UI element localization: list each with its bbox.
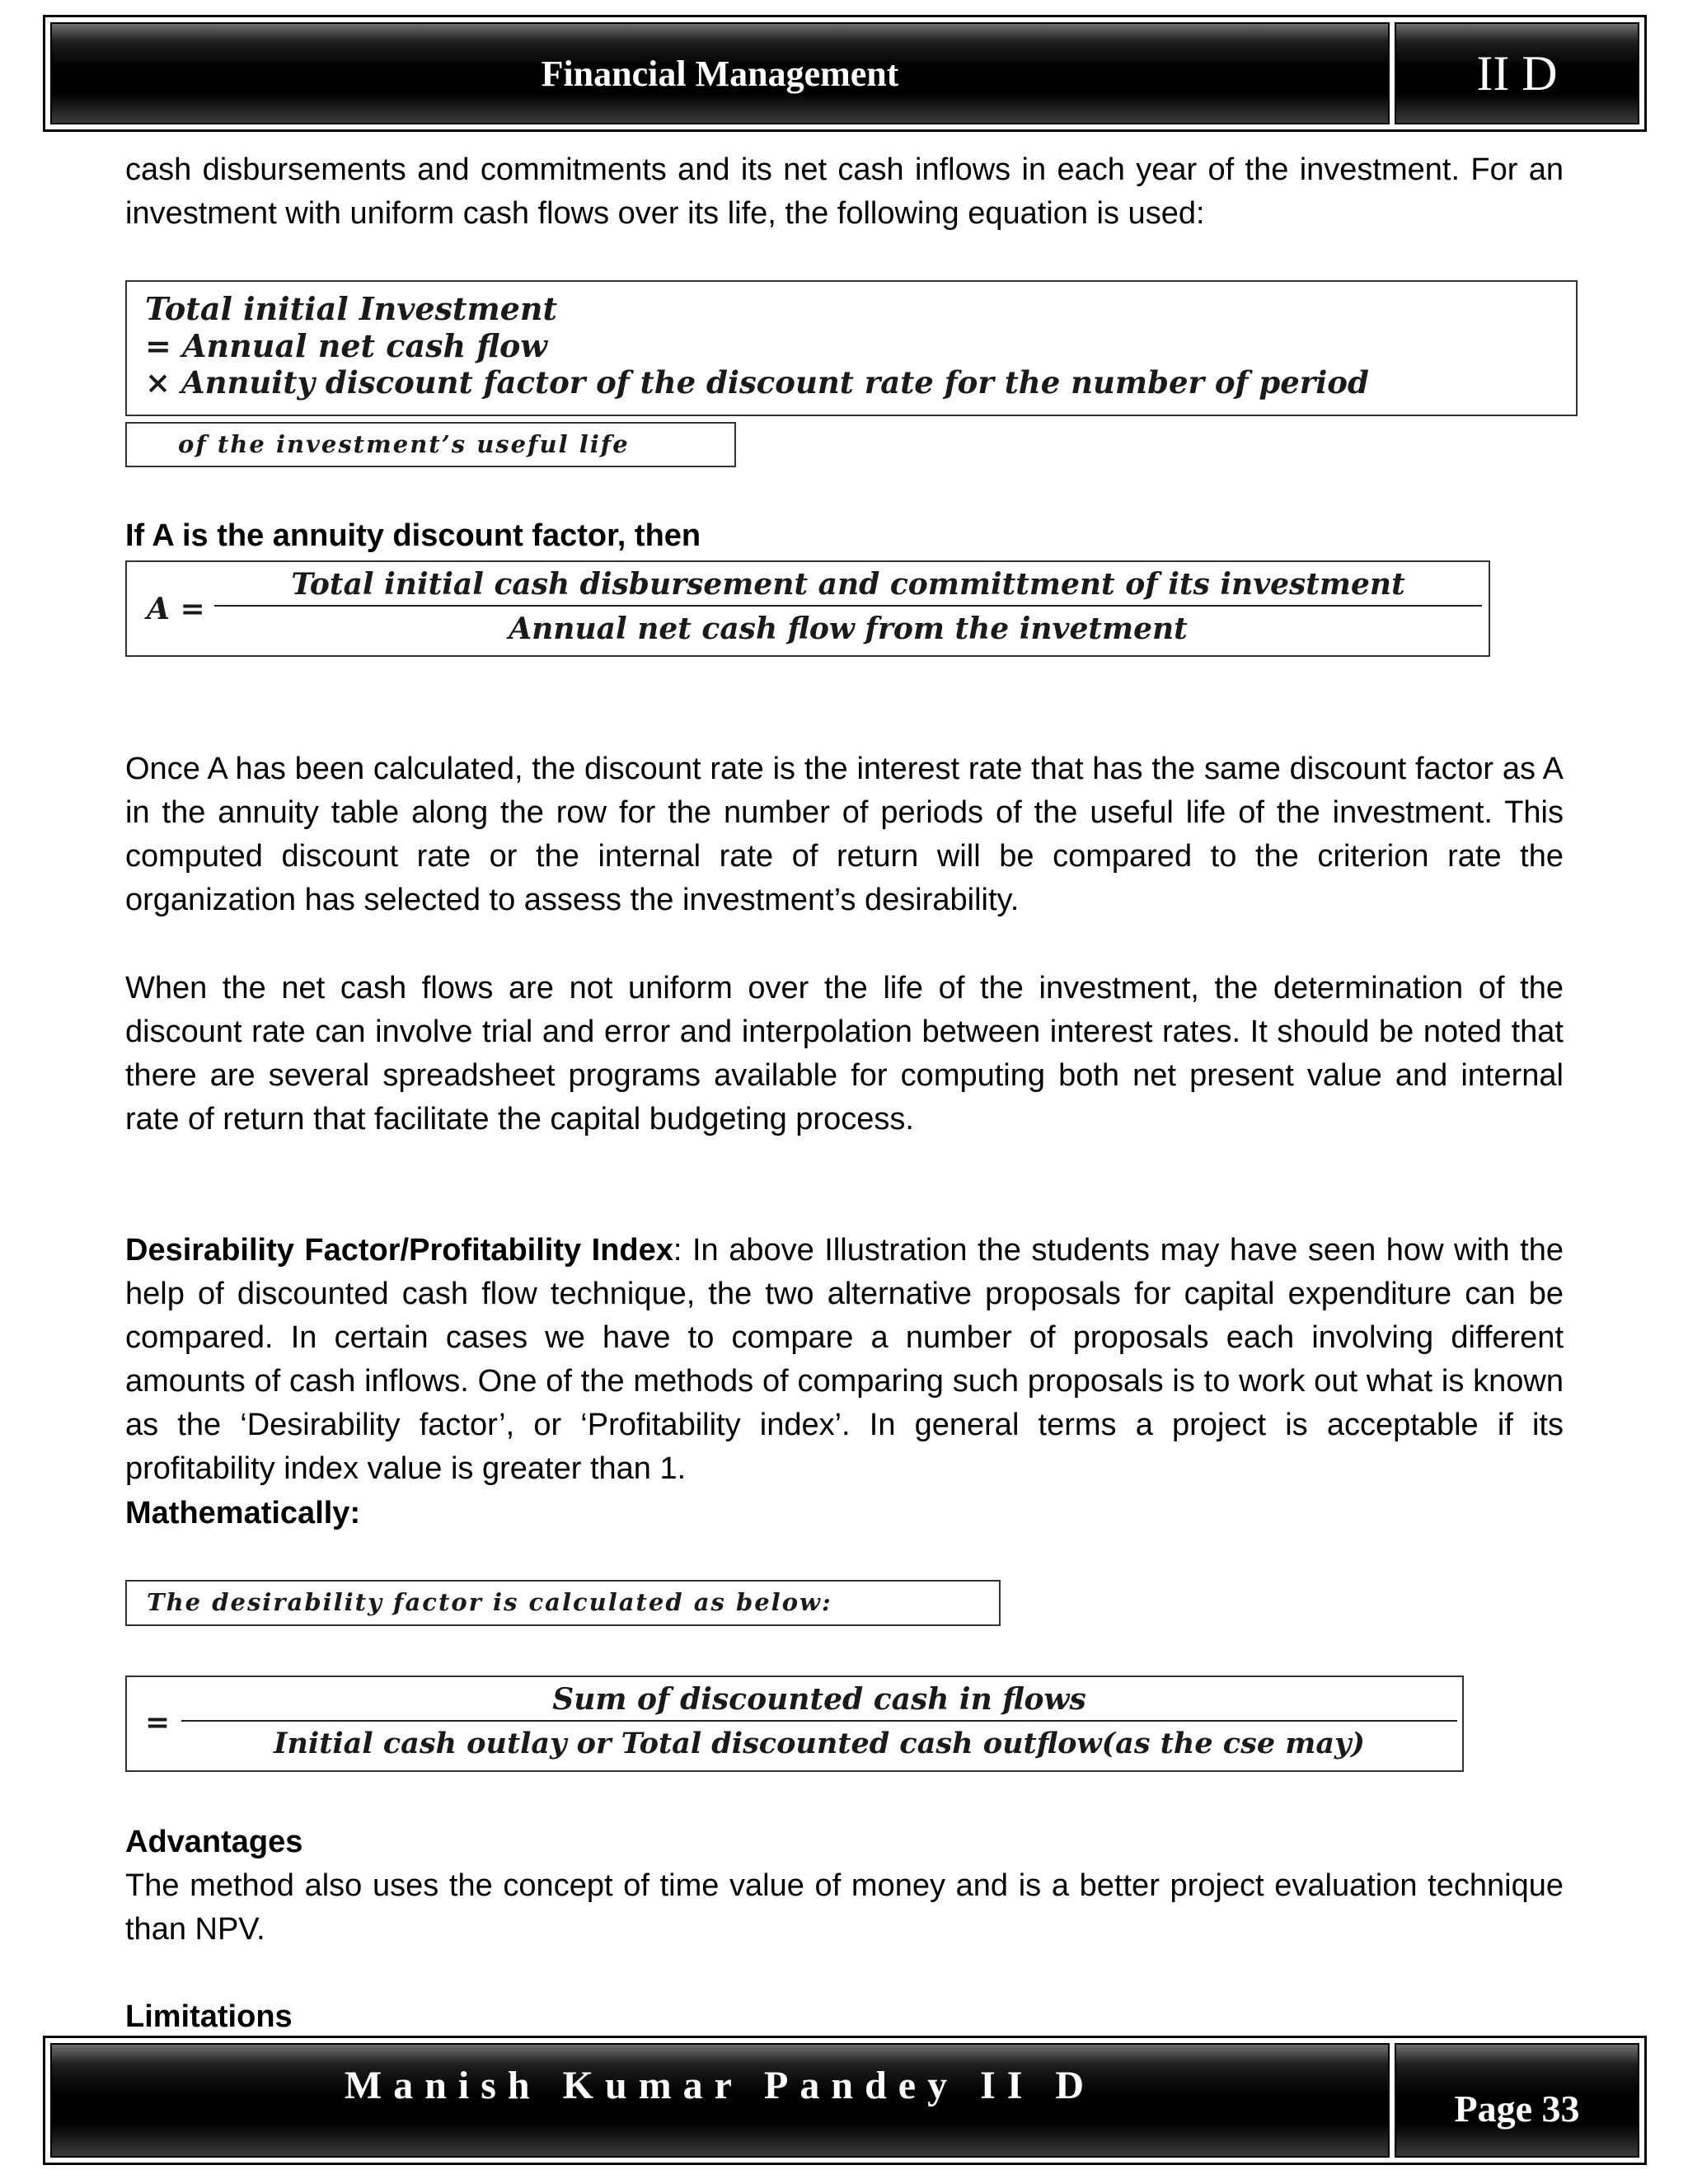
limitations-heading: Limitations	[125, 1999, 293, 2034]
footer-author: Manish Kumar Pandey II D	[344, 2064, 1096, 2107]
intro-paragraph: cash disbursements and commitments and its net cash inflows in each year of the investment. For an investment with uniform cash flows over its life, the following equation is used:	[125, 152, 1564, 231]
page-header	[43, 15, 1647, 132]
page-footer	[43, 2036, 1647, 2165]
formula2-numerator: Total initial cash disbursement and committment of its investment	[214, 567, 1482, 607]
formula3-fraction	[185, 1682, 1454, 1760]
formula1-line3: × Annuity discount factor of the discount rate for the number of period	[145, 364, 1369, 401]
footer-author-panel	[50, 2043, 1390, 2158]
formula1-continuation: of the investment’s useful life	[178, 430, 630, 458]
formula2-denominator: Annual net cash flow from the invetment	[509, 612, 1188, 646]
desirability-label: Desirability Factor/Profitability Index	[125, 1233, 673, 1268]
header-title: Financial Management	[541, 53, 899, 94]
header-code: II D	[1476, 45, 1558, 101]
page-number: Page 33	[1454, 2088, 1580, 2130]
formula3-caption: The desirability factor is calculated as below:	[147, 1588, 832, 1616]
formula2-lhs: A =	[147, 592, 205, 626]
paragraph-once-calculated: Once A has been calculated, the discount rate is the interest rate that has the same discount factor as A in the annuity table along the row for the number of periods of the useful life of the investment. This computed discount rate or the internal rate of return will be compared to the criterion rate the organization has selected to assess the investment’s desirability.	[125, 752, 1564, 917]
investment-formula-box	[125, 280, 1578, 416]
formula2-fraction	[218, 567, 1479, 646]
formula1-line1: Total initial Investment	[145, 290, 558, 327]
header-code-panel	[1395, 22, 1639, 124]
formula1-continuation-box	[125, 422, 736, 467]
footer-page-panel	[1395, 2043, 1639, 2158]
formula3-lhs: =	[145, 1705, 171, 1740]
desirability-caption-box	[125, 1580, 1001, 1626]
paragraph-desirability	[125, 1229, 1564, 1491]
advantages-heading: Advantages	[125, 1825, 303, 1859]
formula3-numerator: Sum of discounted cash in flows	[181, 1682, 1457, 1722]
annuity-heading: If A is the annuity discount factor, then	[125, 518, 701, 553]
formula3-denominator: Initial cash outlay or Total discounted cash outflow(as the cse may)	[274, 1727, 1365, 1760]
annuity-formula-box	[125, 560, 1490, 657]
paragraph-non-uniform-flows: When the net cash flows are not uniform over the life of the investment, the determination of the discount rate can involve trial and error and interpolation between interest rates. It should be noted that there are several spreadsheet programs available for computing both net present value and internal rate of return that facilitate the capital budgeting process.	[125, 971, 1564, 1137]
advantages-text: The method also uses the concept of time value of money and is a better project evaluation technique than NPV.	[125, 1868, 1564, 1947]
mathematically-heading: Mathematically:	[125, 1496, 361, 1530]
header-title-panel	[50, 22, 1390, 124]
desirability-text: : In above Illustration the students may have seen how with the help of discounted cash flow technique, the two alternative proposals for capital expenditure can be compared. In certain cases we have to compare a number of proposals each involving different amounts of cash inflows. One of the methods of comparing such proposals is to work out what is known as the ‘Desirability factor’, or ‘Profitability index’. In general terms a project is acceptable if its profitability index value is greater than 1.	[125, 1233, 1564, 1486]
desirability-formula-box	[125, 1675, 1464, 1772]
formula1-line2: = Annual net cash flow	[145, 327, 548, 364]
